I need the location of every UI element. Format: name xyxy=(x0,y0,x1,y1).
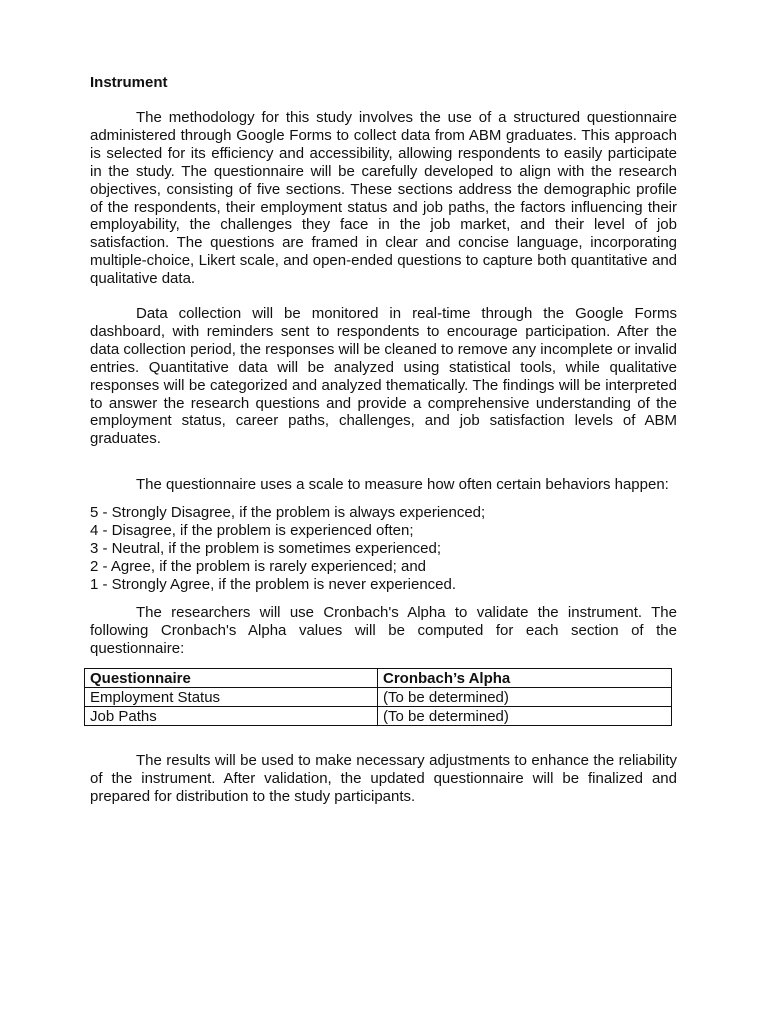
header-cronbach-alpha: Cronbach’s Alpha xyxy=(378,669,672,688)
cronbach-table-wrapper xyxy=(84,668,671,726)
header-questionnaire: Questionnaire xyxy=(85,669,378,688)
table-cell-alpha: (To be determined) xyxy=(378,688,672,707)
table-cell-alpha: (To be determined) xyxy=(378,707,672,726)
cronbach-alpha-table xyxy=(84,668,672,726)
scale-item: 4 - Disagree, if the problem is experienced often; xyxy=(90,521,414,539)
table-row xyxy=(85,688,672,707)
methodology-paragraph: The methodology for this study involves the use of a structured questionnaire administered through Google Forms to collect data from ABM graduates. This approach is selected for its efficiency and accessibility, allowing respondents to easily participate in the study. The questionnaire will be carefully developed to align with the research objectives, consisting of five sections. These sections address the demographic profile of the respondents, their employment status and job paths, the factors influencing their employability, the challenges they face in the job market, and their level of job satisfaction. The questions are framed in clear and concise language, incorporating multiple-choice, Likert scale, and open-ended questions to capture both quantitative and qualitative data. xyxy=(90,109,677,288)
likert-scale-list xyxy=(90,504,485,594)
table-header-row xyxy=(85,669,672,688)
cronbach-intro-paragraph: The researchers will use Cronbach's Alpha to validate the instrument. The following Cronbach's Alpha values will be computed for each section of the questionnaire: xyxy=(90,604,677,657)
scale-item: 1 - Strongly Agree, if the problem is never experienced. xyxy=(90,575,457,593)
results-paragraph: The results will be used to make necessary adjustments to enhance the reliability of the instrument. After validation, the updated questionnaire will be finalized and prepared for distribution to the study participants. xyxy=(90,752,677,805)
table-row xyxy=(85,707,672,726)
scale-item: 2 - Agree, if the problem is rarely experienced; and xyxy=(90,557,427,575)
section-heading: Instrument xyxy=(90,74,168,91)
scale-intro-paragraph: The questionnaire uses a scale to measure how often certain behaviors happen: xyxy=(136,476,669,493)
scale-item: 3 - Neutral, if the problem is sometimes experienced; xyxy=(90,539,441,557)
data-collection-paragraph: Data collection will be monitored in real-time through the Google Forms dashboard, with reminders sent to respondents to encourage participation. After the data collection period, the responses will be cleaned to remove any incomplete or invalid entries. Quantitative data will be analyzed using statistical tools, while qualitative responses will be categorized and analyzed thematically. The findings will be interpreted to answer the research questions and provide a comprehensive understanding of the employment status, career paths, challenges, and job satisfaction levels of ABM graduates. xyxy=(90,305,677,448)
table-cell-section: Job Paths xyxy=(85,707,378,726)
table-cell-section: Employment Status xyxy=(85,688,378,707)
scale-item: 5 - Strongly Disagree, if the problem is always experienced; xyxy=(90,504,486,521)
